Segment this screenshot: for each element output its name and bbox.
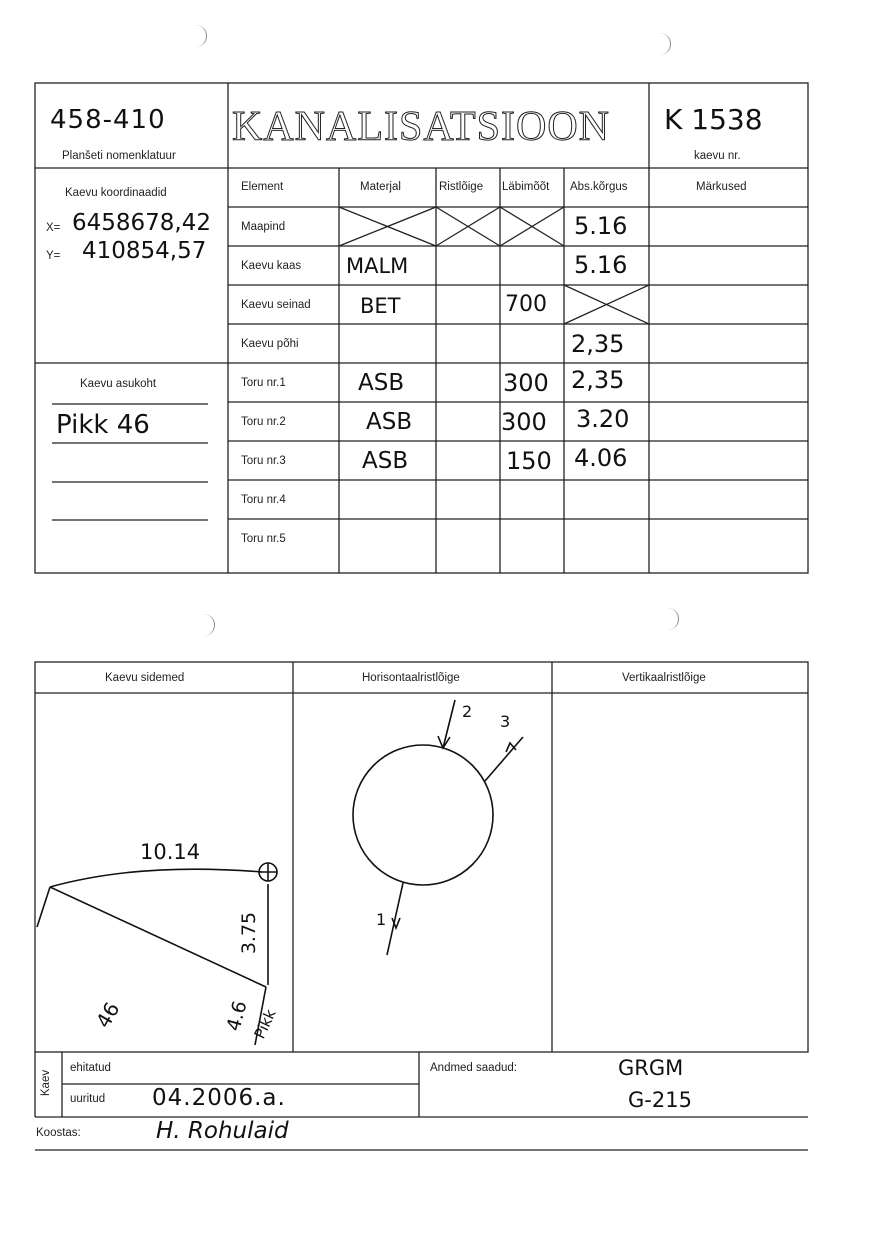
row-element: Toru nr.4 xyxy=(241,494,286,506)
cell-height: 5.16 xyxy=(574,251,628,279)
cell-height: 4.06 xyxy=(574,444,628,472)
cell-height: 2,35 xyxy=(571,366,625,394)
cell-height: 3.20 xyxy=(576,405,630,433)
row-element: Toru nr.1 xyxy=(241,377,286,389)
cell-material: MALM xyxy=(346,254,409,278)
nomenclature-value: 458-410 xyxy=(50,105,166,135)
cell-material: BET xyxy=(360,294,401,318)
nomenclature-label: Planšeti nomenklatuur xyxy=(62,150,176,162)
street-name: Pikk xyxy=(250,1006,280,1042)
x-prefix: X= xyxy=(46,222,61,234)
header-horizontal-section: Horisontaalristlõige xyxy=(362,672,460,684)
data-source-value-2: G-215 xyxy=(628,1088,692,1112)
cell-diameter: 300 xyxy=(503,369,549,397)
cell-height: 5.16 xyxy=(574,212,628,240)
compiled-by: H. Rohulaid xyxy=(156,1118,289,1144)
y-coordinate: 410854,57 xyxy=(82,238,207,264)
row-element: Kaevu kaas xyxy=(241,260,302,272)
x-coordinate: 6458678,42 xyxy=(72,210,212,236)
well-number-label: kaevu nr. xyxy=(694,150,741,162)
header-element: Element xyxy=(241,181,284,193)
row-element: Kaevu põhi xyxy=(241,338,299,350)
built-label: ehitatud xyxy=(70,1062,111,1074)
header-abs-height: Abs.kõrgus xyxy=(570,181,628,193)
cell-diameter: 300 xyxy=(501,408,547,436)
header-material: Materjal xyxy=(360,181,401,193)
row-element: Toru nr.2 xyxy=(241,416,286,428)
header-cross-section: Ristlõige xyxy=(439,181,484,193)
row-element: Kaevu seinad xyxy=(241,299,311,311)
pipe-label-2: 2 xyxy=(462,702,473,721)
surveyed-date: 04.2006.a. xyxy=(152,1085,286,1111)
cell-diameter: 700 xyxy=(505,292,547,317)
compiled-label: Koostas: xyxy=(36,1127,81,1139)
header-vertical-section: Vertikaalristlõige xyxy=(622,672,706,684)
cell-material: ASB xyxy=(362,448,409,474)
location-value: Pikk 46 xyxy=(56,410,150,440)
pipe-label-3: 3 xyxy=(500,712,511,731)
cell-height: 2,35 xyxy=(571,330,625,358)
well-number: K 1538 xyxy=(664,103,763,136)
distance-top: 10.14 xyxy=(140,840,201,864)
data-source-value-1: GRGM xyxy=(618,1056,684,1080)
y-prefix: Y= xyxy=(46,250,61,262)
coordinates-label: Kaevu koordinaadid xyxy=(65,187,167,199)
data-source-label: Andmed saadud: xyxy=(430,1062,517,1074)
cell-material: ASB xyxy=(366,409,413,435)
header-notes: Märkused xyxy=(696,181,747,193)
header-well-ties: Kaevu sidemed xyxy=(105,672,185,684)
house-number: 46 xyxy=(90,997,125,1033)
distance-corner: 4.6 xyxy=(222,998,252,1034)
cell-material: ASB xyxy=(358,370,405,396)
form-title: KANALISATSIOON xyxy=(232,104,610,150)
distance-side: 3.75 xyxy=(238,911,261,955)
row-element: Maapind xyxy=(241,221,286,233)
row-element: Toru nr.3 xyxy=(241,455,286,467)
row-element: Toru nr.5 xyxy=(241,533,286,545)
surveyed-label: uuritud xyxy=(70,1093,106,1105)
pipe-label-1: 1 xyxy=(376,910,387,929)
well-vertical-label: Kaev xyxy=(40,1069,53,1097)
location-label: Kaevu asukoht xyxy=(80,378,157,390)
header-diameter: Läbimõõt xyxy=(502,181,550,193)
cell-diameter: 150 xyxy=(506,447,552,475)
